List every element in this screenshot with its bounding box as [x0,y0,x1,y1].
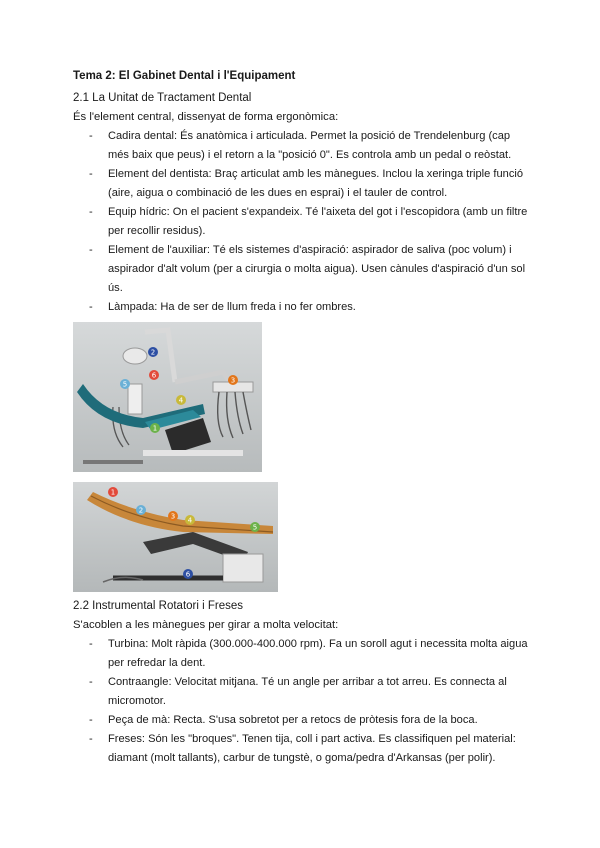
list-item: - Element de l'auxiliar: Té els sistemes d'aspiració: aspirador de saliva (poc volum) i aspirador d'alt volum (per a cirurgia o molta aigua). Usen cànules d'aspiració d'un sol ús. [73,241,533,298]
marker-label: 6 [151,371,157,380]
list-item: - Turbina: Molt ràpida (300.000-400.000 rpm). Fa un soroll agut i necessita molta aigua per refredar la dent. [73,635,533,673]
section-2-intro: S'acoblen a les mànegues per girar a molta velocitat: [73,619,339,631]
marker-label: 1 [152,424,158,433]
marker-label: 5 [122,380,128,389]
section-2-list [73,635,533,768]
section-2-heading: 2.2 Instrumental Rotatori i Freses [73,600,244,612]
section-1-intro: És l'element central, dissenyat de forma ergonòmica: [73,111,339,123]
list-item: - Peça de mà: Recta. S'usa sobretot per a retocs de pròtesis fora de la boca. [73,711,533,730]
list-item: - Freses: Són les "broques". Tenen tija, coll i part activa. Es classifiquen pel material: diamant (molt tallants), carbur de tungstè, o goma/pedra d'Arkansas (per polir). [73,730,533,768]
dental-unit-photo [73,322,262,472]
marker-label: 3 [230,376,236,385]
marker-label: 4 [187,516,193,525]
section-1-heading: 2.1 La Unitat de Tractament Dental [73,92,252,104]
list-item: - Contraangle: Velocitat mitjana. Té un angle per arribar a tot arreu. Es connecta al micromotor. [73,673,533,711]
document-title: Tema 2: El Gabinet Dental i l'Equipament [73,70,296,82]
marker-label: 2 [150,348,156,357]
list-item: - Làmpada: Ha de ser de llum freda i no fer ombres. [73,298,533,317]
marker-label: 4 [178,396,184,405]
marker-label: 2 [138,506,144,515]
list-item: - Cadira dental: És anatòmica i articulada. Permet la posició de Trendelenburg (cap més baix que peus) i el retorn a la "posició 0". Es controla amb un pedal o reòstat. [73,127,533,165]
marker-label: 3 [170,512,176,521]
section-1-list [73,127,533,317]
list-item: - Element del dentista: Braç articulat amb les mànegues. Inclou la xeringa triple funció (aire, aigua o combinació de les dues en esprai) i el tauler de control. [73,165,533,203]
list-item: - Equip hídric: On el pacient s'expandeix. Té l'aixeta del got i l'escopidora (amb un filtre per recollir residus). [73,203,533,241]
marker-label: 5 [252,523,258,532]
marker-label: 1 [110,488,116,497]
dental-chair-photo [73,482,278,592]
marker-label: 6 [185,570,191,579]
